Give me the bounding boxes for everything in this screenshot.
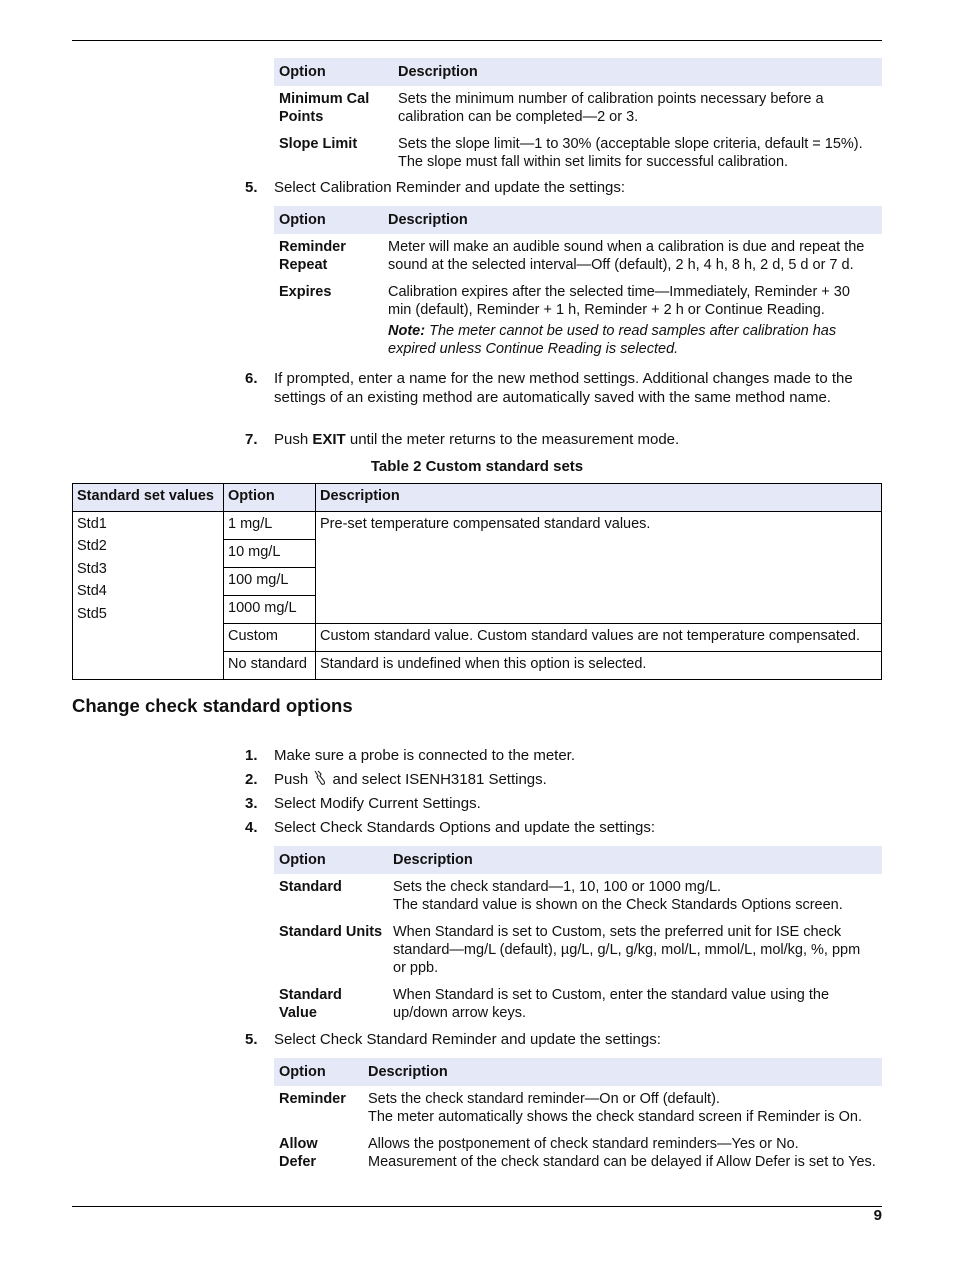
step-text: [274, 770, 875, 789]
exit-key-label: EXIT: [312, 431, 346, 448]
note-label: Note:: [388, 323, 426, 339]
column-header-option: Option: [274, 1058, 363, 1086]
step-item: [245, 178, 875, 197]
table-row: [274, 1086, 882, 1131]
option-cell: Allow Defer: [279, 1136, 318, 1170]
description-cell: Sets the slope limit—1 to 30% (acceptable slope criteria, default = 15%). The slope must fall within set limits for successful calibration.: [398, 136, 863, 170]
std-value: Std2: [77, 538, 107, 555]
option-cell: Standard Value: [279, 987, 342, 1021]
option-cell: Expires: [279, 284, 332, 300]
column-header-description: Description: [388, 846, 882, 874]
table-header-row: [274, 58, 882, 86]
note: [388, 322, 877, 358]
option-cell: Standard: [279, 879, 342, 895]
step-text: Select Calibration Reminder and update the settings:: [274, 179, 626, 196]
description-cell: Pre-set temperature compensated standard values.: [316, 512, 882, 624]
option-cell: Custom: [224, 624, 316, 652]
std-value: Std4: [77, 583, 107, 600]
description-cell: [388, 874, 882, 919]
step-number: 2.: [245, 771, 258, 788]
header-rule: [72, 40, 882, 41]
step-item: [245, 430, 875, 449]
table-row: [274, 234, 882, 279]
table-row: [274, 1131, 882, 1176]
step-text: Make sure a probe is connected to the meter.: [274, 747, 576, 764]
std-value: Std3: [77, 560, 107, 577]
cal-points-table: [274, 58, 882, 176]
option-cell: Reminder: [279, 1091, 346, 1107]
step-text-pre: Push: [274, 431, 313, 448]
step-text: If prompted, enter a name for the new method settings. Additional changes made to the settings of an existing method are automatically saved with the same method name.: [274, 370, 853, 406]
option-cell: Slope Limit: [279, 136, 358, 152]
column-header-description: Description: [363, 1058, 882, 1086]
table-header-row: [274, 206, 882, 234]
page-number: 9: [873, 1207, 882, 1224]
table-row: [274, 919, 882, 982]
table-header-row: [274, 1058, 882, 1086]
footer-rule: [72, 1206, 882, 1207]
cal-reminder-table: [274, 206, 882, 363]
option-cell: 1000 mg/L: [224, 596, 316, 624]
description-line: Sets the check standard—1, 10, 100 or 1000 mg/L.: [393, 879, 722, 895]
step-text: Select Check Standard Reminder and update the settings:: [274, 1031, 661, 1048]
description-line: Allows the postponement of check standard reminders—Yes or No.: [368, 1136, 799, 1152]
wrench-icon: [312, 770, 328, 786]
option-cell: 1 mg/L: [224, 512, 316, 540]
step-number: 5.: [245, 1031, 258, 1048]
table-row: [73, 512, 882, 540]
step-text-post: until the meter returns to the measurement mode.: [345, 431, 680, 448]
column-header-description: Description: [383, 206, 882, 234]
step-item: [245, 369, 875, 407]
column-header-option: Option: [274, 206, 383, 234]
column-header-option: Option: [274, 58, 393, 86]
description-line: The standard value is shown on the Check Standards Options screen.: [393, 897, 843, 913]
table-row: [274, 86, 882, 131]
option-cell: Reminder Repeat: [279, 239, 346, 273]
table-header-row: [73, 484, 882, 512]
custom-standard-sets-table: [72, 483, 882, 680]
column-header-option: Option: [224, 484, 316, 512]
section-heading: Change check standard options: [72, 695, 353, 716]
option-cell: Standard Units: [279, 924, 383, 940]
std-value: Std1: [77, 516, 107, 532]
table-caption: Table 2 Custom standard sets: [370, 458, 584, 475]
table-row: [274, 279, 882, 363]
step-item: [245, 818, 875, 837]
description-cell: When Standard is set to Custom, enter the standard value using the up/down arrow keys.: [393, 987, 830, 1021]
step-text-pre: Push: [274, 771, 313, 788]
option-cell: 10 mg/L: [224, 540, 316, 568]
description-line: The meter automatically shows the check standard screen if Reminder is On.: [368, 1109, 863, 1125]
check-standard-options-table: [274, 846, 882, 1027]
option-cell: Minimum Cal Points: [279, 91, 370, 125]
table-row: [274, 874, 882, 919]
description-cell: Meter will make an audible sound when a calibration is due and repeat the sound at the selected interval—Off (default), 2 h, 4 h, 8 h, 2 d, 5 d or 7 d.: [388, 239, 865, 273]
option-cell: 100 mg/L: [224, 568, 316, 596]
description-cell: Standard is undefined when this option is selected.: [316, 652, 882, 680]
note-text: The meter cannot be used to read samples after calibration has expired unless Continue Reading is selected.: [388, 323, 837, 357]
description-line: Sets the check standard reminder—On or Off (default).: [368, 1091, 720, 1107]
column-header-description: Description: [316, 484, 882, 512]
description-text: Calibration expires after the selected time—Immediately, Reminder + 30 min (default), Reminder + 1 h, Reminder + 2 h or Continue Reading.: [388, 284, 850, 318]
step-number: 6.: [245, 370, 258, 387]
description-line: Measurement of the check standard can be delayed if Allow Defer is set to Yes.: [368, 1154, 876, 1170]
step-number: 5.: [245, 179, 258, 196]
step-number: 3.: [245, 795, 258, 812]
step-item: [245, 746, 875, 765]
step-number: 4.: [245, 819, 258, 836]
check-standard-reminder-table: [274, 1058, 882, 1176]
step-item: [245, 770, 875, 789]
column-header-standard-set-values: Standard set values: [73, 484, 224, 512]
table-row: [274, 131, 882, 176]
description-cell: Custom standard value. Custom standard values are not temperature compensated.: [316, 624, 882, 652]
step-number: 1.: [245, 747, 258, 764]
standard-set-values-cell: [73, 512, 224, 680]
step-text: Select Modify Current Settings.: [274, 795, 481, 812]
table-row: [274, 982, 882, 1027]
step-text: Select Check Standards Options and update the settings:: [274, 819, 656, 836]
description-cell: When Standard is set to Custom, sets the preferred unit for ISE check standard—mg/L (default), µg/L, g/L, g/kg, mol/L, mmol/L, mol/kg, %, ppm or ppb.: [393, 924, 861, 976]
step-text-post: and select ISENH3181 Settings.: [328, 771, 547, 788]
step-number: 7.: [245, 431, 258, 448]
description-cell: [363, 1086, 882, 1131]
table-header-row: [274, 846, 882, 874]
column-header-option: Option: [274, 846, 388, 874]
description-cell: [363, 1131, 882, 1176]
column-header-description: Description: [393, 58, 882, 86]
step-item: [245, 1030, 875, 1049]
std-value: Std5: [77, 605, 107, 622]
description-cell: [383, 279, 882, 363]
step-item: [245, 794, 875, 813]
description-cell: Sets the minimum number of calibration points necessary before a calibration can be completed—2 or 3.: [398, 91, 824, 125]
option-cell: No standard: [224, 652, 316, 680]
step-text: [274, 430, 875, 449]
